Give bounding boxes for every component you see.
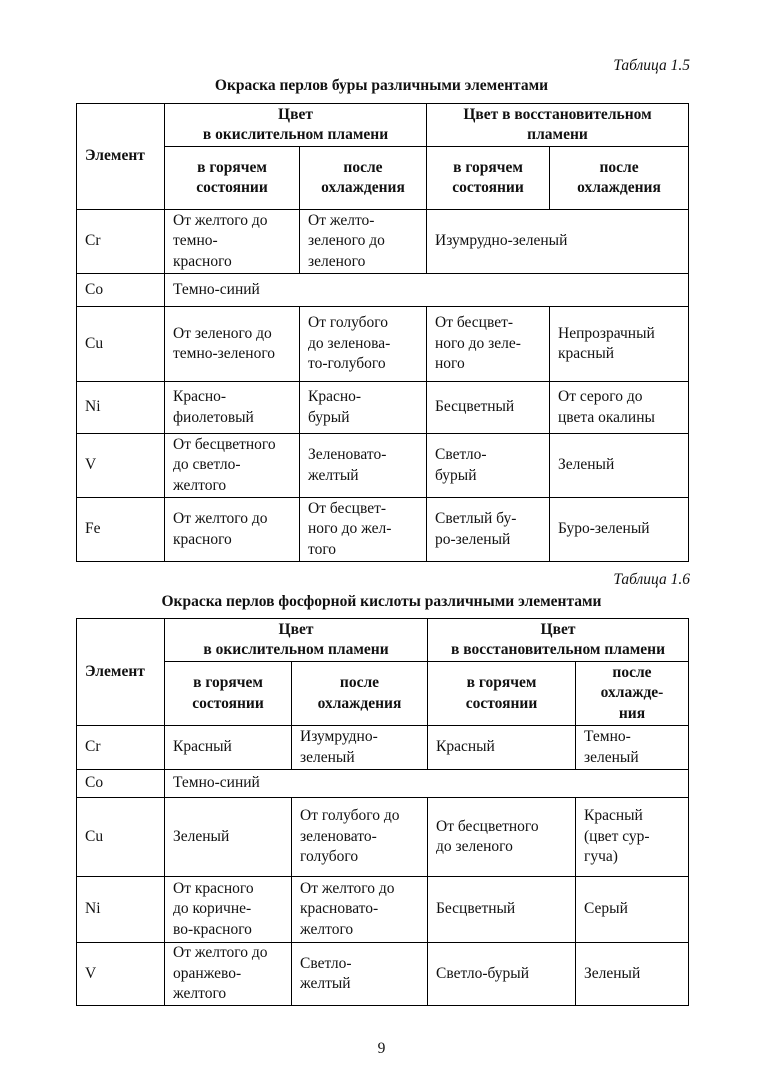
- page-number: 9: [377, 1040, 386, 1057]
- element-column-header: Элемент: [77, 104, 165, 210]
- table-1-6-label: Таблица 1.6: [613, 571, 690, 588]
- table-cell: Темно- зеленый: [576, 726, 689, 770]
- element-cell: Cu: [77, 798, 165, 877]
- table-cell: От голубого до зеленовато- голубого: [292, 798, 428, 877]
- element-cell: Co: [77, 770, 165, 798]
- table-row-v: [77, 434, 689, 498]
- table-row-cr: [77, 726, 689, 770]
- table-cell: Бесцветный: [427, 382, 550, 434]
- table-cell: От желтого до оранжево- желтого: [165, 943, 292, 1006]
- table-cell: Изумрудно- зеленый: [292, 726, 428, 770]
- table-cell: От желтого до темно- красного: [165, 210, 300, 274]
- table-1-5: [76, 103, 689, 562]
- table-subheader-row: [77, 147, 689, 210]
- table-cell: От желто- зеленого до зеленого: [300, 210, 427, 274]
- table-header-row: [77, 619, 689, 662]
- table-cell: От желтого до красного: [165, 498, 300, 562]
- oxidizing-flame-header: Цвет в окислительном пламени: [165, 619, 428, 662]
- table-subheader-row: [77, 662, 689, 726]
- after-cooling-header: после охлаждения: [300, 147, 427, 210]
- table-row-ni: [77, 877, 689, 943]
- reducing-flame-header: Цвет в восстановительном пламени: [428, 619, 689, 662]
- table-cell: Бесцветный: [428, 877, 576, 943]
- element-column-header: Элемент: [77, 619, 165, 726]
- table-cell: От серого до цвета окалины: [550, 382, 689, 434]
- reducing-flame-header: Цвет в восстановительном пламени: [427, 104, 689, 147]
- table-cell: От бесцвет- ного до жел- того: [300, 498, 427, 562]
- hot-state-header: в горячем состоянии: [427, 147, 550, 210]
- table-cell: От красного до коричне- во-красного: [165, 877, 292, 943]
- table-1-6: [76, 618, 689, 1006]
- table-cell: Зеленый: [165, 798, 292, 877]
- table-cell: От бесцветного до светло- желтого: [165, 434, 300, 498]
- table-row-co: [77, 274, 689, 307]
- table-row-cu: [77, 798, 689, 877]
- hot-state-header: в горячем состоянии: [165, 147, 300, 210]
- table-cell: От голубого до зеленова- то-голубого: [300, 307, 427, 382]
- table-cell: Зеленый: [550, 434, 689, 498]
- table-row-cu: [77, 307, 689, 382]
- table-1-6-title: Окраска перлов фосфорной кислоты различными элементами: [161, 593, 602, 610]
- oxidizing-flame-header: Цвет в окислительном пламени: [165, 104, 427, 147]
- element-cell: Co: [77, 274, 165, 307]
- after-cooling-header: после охлаждения: [550, 147, 689, 210]
- table-cell: Непрозрачный красный: [550, 307, 689, 382]
- element-cell: Fe: [77, 498, 165, 562]
- after-cooling-header: после охлажде- ния: [576, 662, 689, 726]
- table-row-cr: [77, 210, 689, 274]
- table-cell: Светлый бу- ро-зеленый: [427, 498, 550, 562]
- table-cell: Светло- бурый: [427, 434, 550, 498]
- table-cell: От желтого до красновато- желтого: [292, 877, 428, 943]
- table-header-row: [77, 104, 689, 147]
- table-row-fe: [77, 498, 689, 562]
- hot-state-header: в горячем состоянии: [165, 662, 292, 726]
- table-cell: Изумрудно-зеленый: [427, 210, 689, 274]
- after-cooling-header: после охлаждения: [292, 662, 428, 726]
- table-cell: Красный: [428, 726, 576, 770]
- element-cell: Cr: [77, 210, 165, 274]
- table-row-v: [77, 943, 689, 1006]
- element-cell: Ni: [77, 877, 165, 943]
- table-cell: Темно-синий: [165, 770, 689, 798]
- table-cell: Зеленовато- желтый: [300, 434, 427, 498]
- table-cell: Серый: [576, 877, 689, 943]
- table-1-5-label: Таблица 1.5: [613, 57, 690, 74]
- table-cell: От бесцвет- ного до зеле- ного: [427, 307, 550, 382]
- table-cell: От зеленого до темно-зеленого: [165, 307, 300, 382]
- table-cell: Темно-синий: [165, 274, 689, 307]
- table-row-ni: [77, 382, 689, 434]
- table-cell: Светло-бурый: [428, 943, 576, 1006]
- element-cell: V: [77, 434, 165, 498]
- element-cell: Cr: [77, 726, 165, 770]
- table-cell: Зеленый: [576, 943, 689, 1006]
- table-row-co: [77, 770, 689, 798]
- table-cell: Красно- фиолетовый: [165, 382, 300, 434]
- table-cell: Красный (цвет сур- гуча): [576, 798, 689, 877]
- hot-state-header: в горячем состоянии: [428, 662, 576, 726]
- table-1-5-title: Окраска перлов буры различными элементами: [214, 77, 549, 94]
- table-cell: Буро-зеленый: [550, 498, 689, 562]
- table-cell: От бесцветного до зеленого: [428, 798, 576, 877]
- table-cell: Красный: [165, 726, 292, 770]
- table-cell: Светло- желтый: [292, 943, 428, 1006]
- table-cell: Красно- бурый: [300, 382, 427, 434]
- element-cell: V: [77, 943, 165, 1006]
- element-cell: Ni: [77, 382, 165, 434]
- element-cell: Cu: [77, 307, 165, 382]
